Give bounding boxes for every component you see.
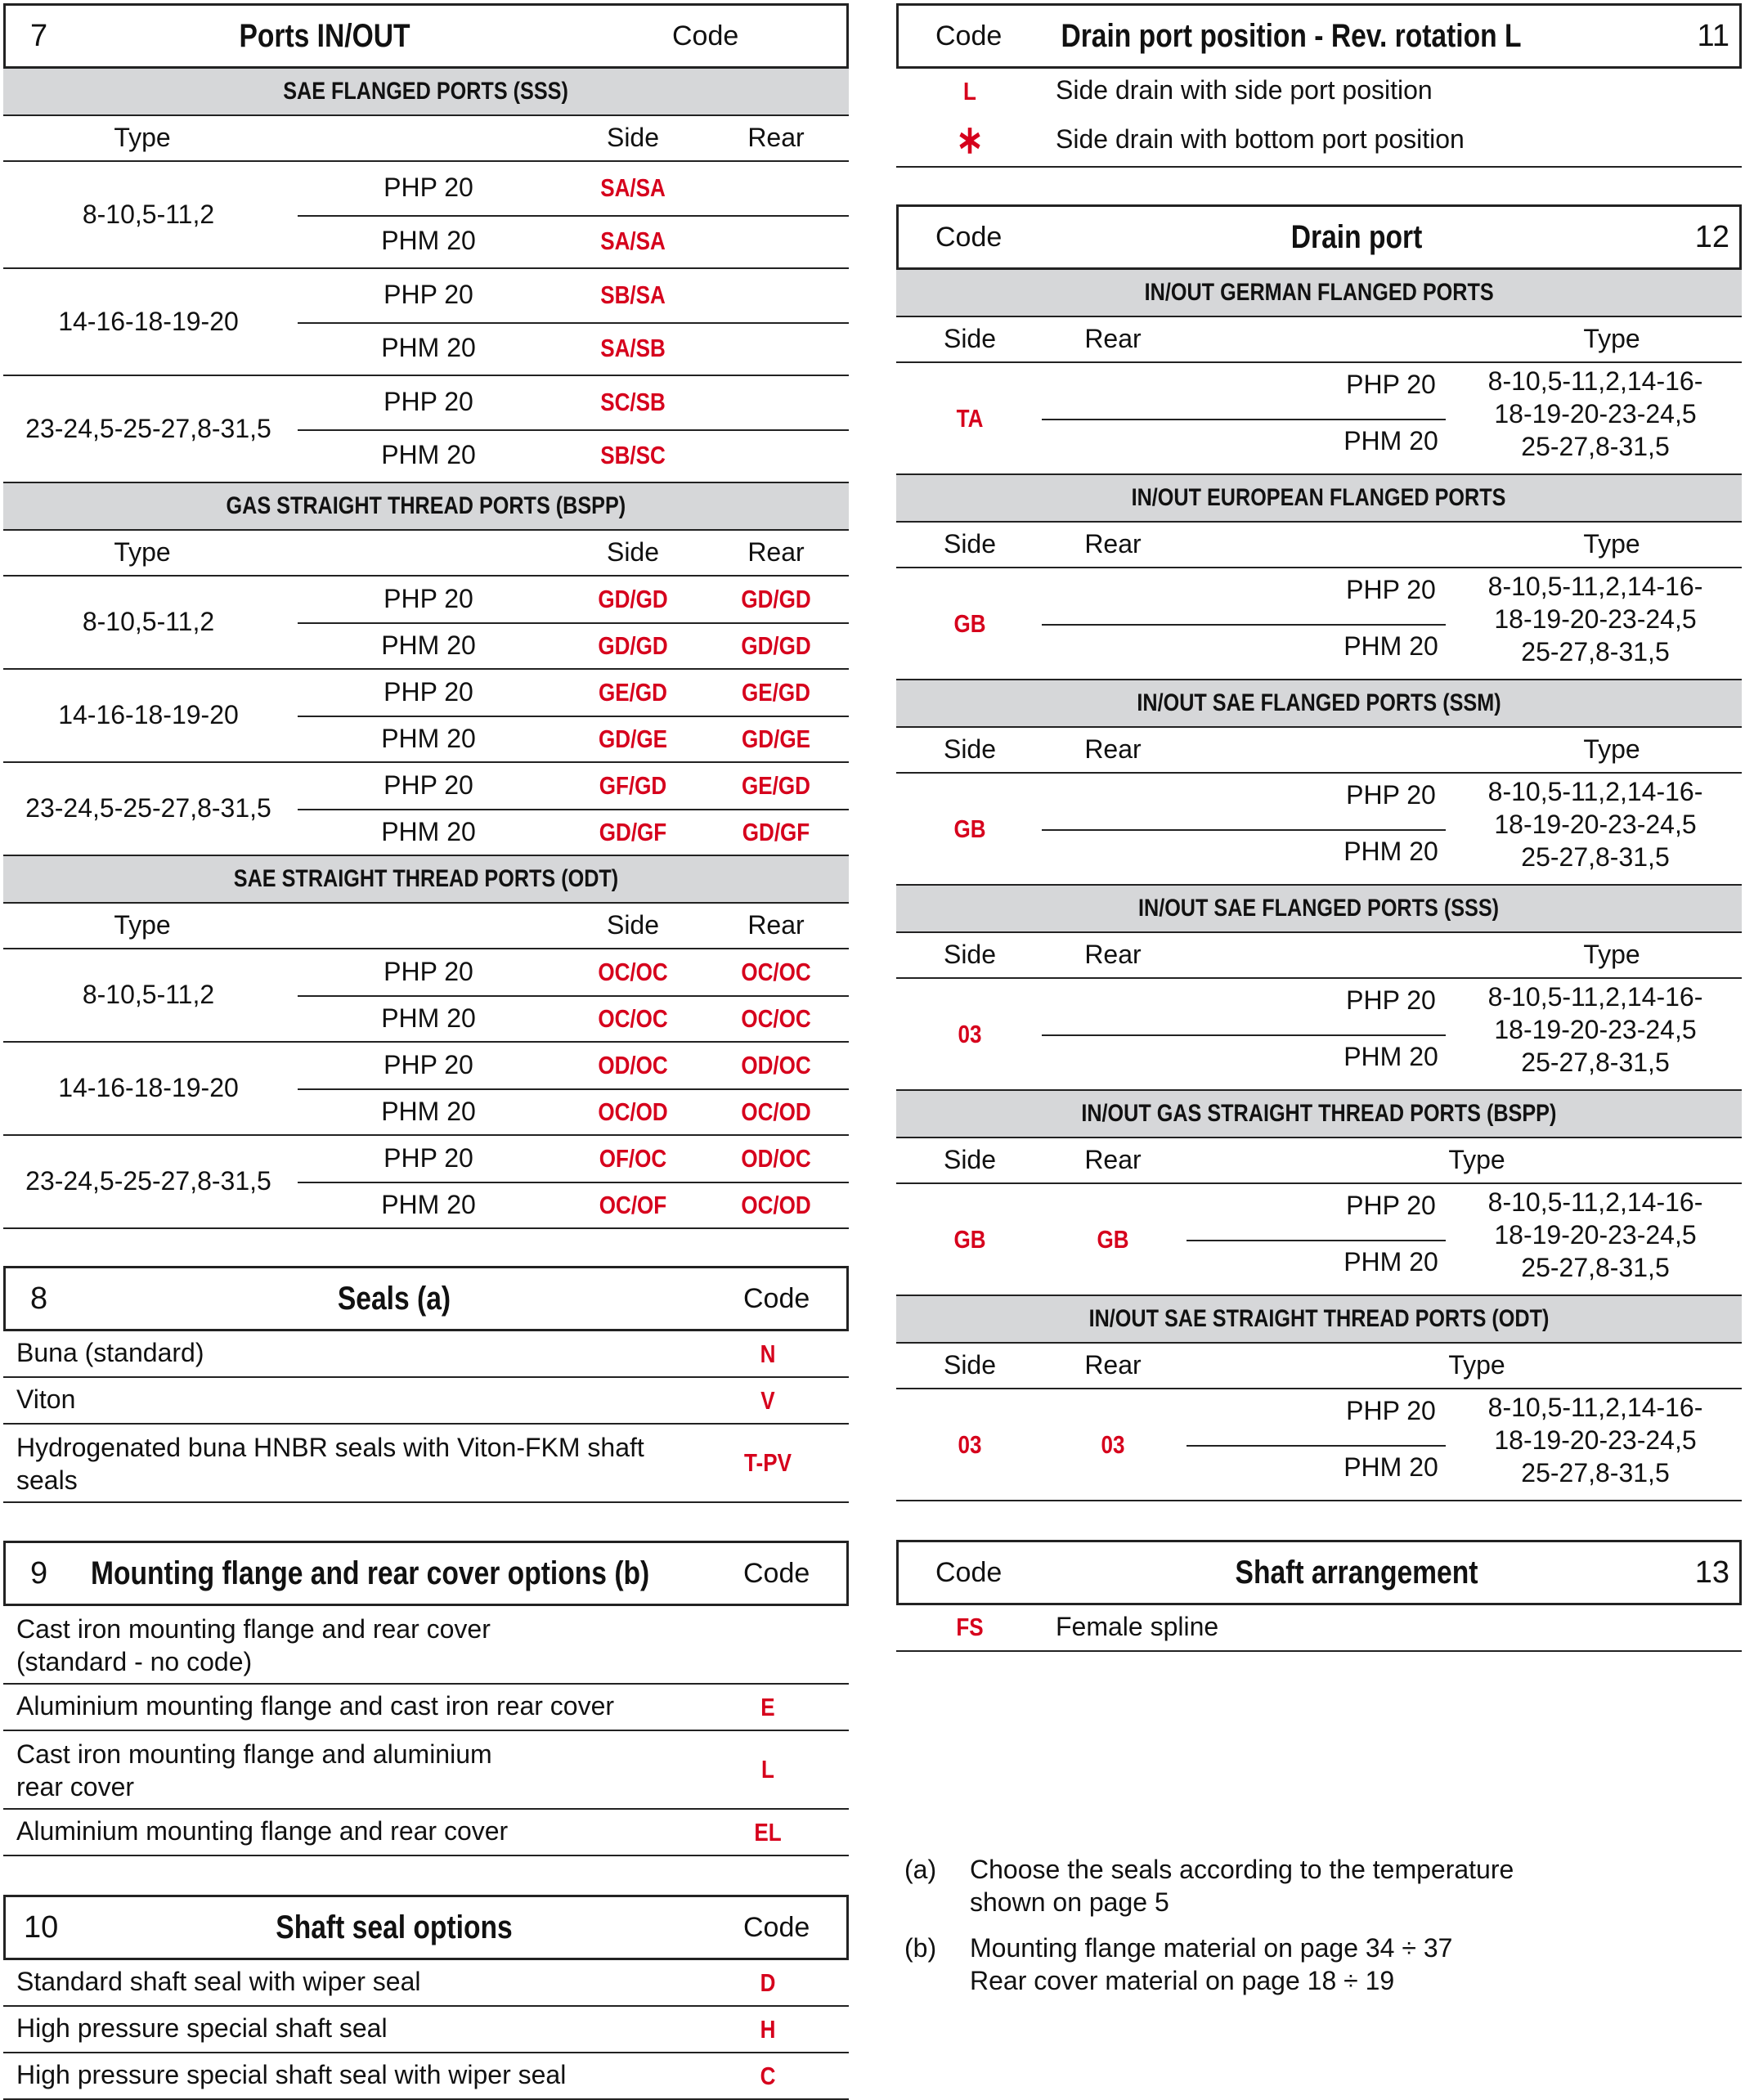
option-label: High pressure special shaft seal	[16, 2012, 388, 2043]
option-row	[3, 2053, 849, 2100]
left-column	[3, 0, 849, 2090]
type-cell: 25-27,8-31,5	[1521, 842, 1670, 872]
model-cell: PHM 20	[381, 1096, 476, 1126]
table-row	[896, 1184, 1742, 1296]
rear-code: OC/OD	[741, 1190, 811, 1219]
footnote-text: Mounting flange material on page 34 ÷ 37	[970, 1933, 1453, 1963]
group-heading-text: GAS STRAIGHT THREAD PORTS (BSPP)	[226, 492, 626, 519]
option-row	[3, 2007, 849, 2053]
group-heading-text: IN/OUT SAE STRAIGHT THREAD PORTS (ODT)	[1088, 1305, 1550, 1332]
model-cell: PHP 20	[1346, 1396, 1436, 1425]
table-row	[3, 269, 849, 376]
section-title: Shaft seal options	[276, 1909, 513, 1945]
type-cell: 25-27,8-31,5	[1521, 637, 1670, 666]
divider	[1042, 829, 1446, 831]
column-header-row	[3, 529, 849, 577]
col-type: Type	[1448, 1350, 1505, 1380]
option-label-line2: seals	[16, 1465, 78, 1495]
divider	[298, 322, 849, 324]
type-cell: 18-19-20-23-24,5	[1494, 1015, 1697, 1044]
type-cell: 18-19-20-23-24,5	[1494, 399, 1697, 429]
side-code: SA/SA	[600, 173, 666, 202]
group-heading-text: SAE STRAIGHT THREAD PORTS (ODT)	[233, 865, 619, 892]
model-cell: PHP 20	[1346, 1191, 1436, 1220]
footnote-text: Choose the seals according to the temperature	[970, 1855, 1514, 1884]
table-row	[3, 763, 849, 856]
option-row	[896, 115, 1742, 168]
col-rear: Rear	[747, 910, 805, 940]
model-cell: PHP 20	[384, 1142, 473, 1173]
col-type: Type	[114, 123, 171, 152]
type-cell: 8-10,5-11,2,14-16-	[1487, 777, 1703, 806]
side-code: SA/SB	[600, 334, 666, 363]
divider	[298, 716, 849, 717]
col-rear: Rear	[1084, 1145, 1142, 1174]
option-label: Standard shaft seal with wiper seal	[16, 1966, 421, 1996]
option-code: D	[760, 1968, 776, 1997]
column-header-row	[896, 521, 1742, 568]
group-heading-text: IN/OUT GAS STRAIGHT THREAD PORTS (BSPP)	[1081, 1100, 1557, 1127]
section-number: 11	[1697, 19, 1729, 53]
type-cell: 8-10,5-11,2,14-16-	[1487, 366, 1703, 396]
group-heading	[896, 270, 1742, 317]
type-cell: 8-10,5-11,2,14-16-	[1487, 572, 1703, 601]
column-header-row	[896, 726, 1742, 774]
option-code: N	[760, 1339, 776, 1368]
section-title: Ports IN/OUT	[239, 18, 410, 54]
col-side: Side	[943, 1350, 997, 1380]
rear-code: OC/OC	[741, 957, 811, 986]
footnote-key: (b)	[904, 1933, 937, 1963]
col-rear: Rear	[1084, 940, 1142, 969]
flange-header	[3, 1541, 849, 1606]
option-label: Aluminium mounting flange and cast iron rear cover	[16, 1690, 615, 1721]
rear-code: OD/OC	[741, 1143, 811, 1173]
type-cell: 25-27,8-31,5	[1521, 1048, 1670, 1077]
code-label: Code	[743, 1283, 810, 1314]
column-header-row	[896, 1137, 1742, 1184]
code-label: Code	[935, 20, 1003, 52]
option-code: L	[963, 76, 976, 105]
col-rear: Rear	[1084, 529, 1142, 559]
col-side: Side	[606, 910, 660, 940]
side-code: GE/GD	[599, 677, 667, 707]
table-row	[3, 670, 849, 763]
option-code: L	[761, 1755, 774, 1784]
group-heading	[896, 680, 1742, 728]
footnote-text-line2: Rear cover material on page 18 ÷ 19	[970, 1966, 1395, 1995]
option-code: H	[760, 2014, 776, 2044]
option-code: ∗	[956, 119, 984, 162]
side-code: OC/OD	[598, 1097, 668, 1126]
col-rear: Rear	[747, 537, 805, 567]
col-rear: Rear	[1084, 734, 1142, 764]
model-cell: PHM 20	[381, 630, 476, 660]
side-code: GD/GD	[598, 584, 668, 613]
divider	[298, 215, 849, 217]
side-code: SA/SA	[600, 227, 666, 256]
type-cell: 18-19-20-23-24,5	[1494, 1220, 1697, 1250]
divider	[298, 622, 849, 624]
col-side: Side	[943, 529, 997, 559]
type-cell: 14-16-18-19-20	[58, 1073, 239, 1102]
side-code: TA	[956, 403, 984, 433]
option-code: EL	[754, 1817, 782, 1846]
model-cell: PHM 20	[381, 226, 476, 256]
model-cell: PHM 20	[1344, 1452, 1438, 1482]
option-label: Cast iron mounting flange and aluminium	[16, 1739, 492, 1769]
option-label: Side drain with side port position	[1056, 74, 1433, 105]
divider	[1042, 624, 1446, 626]
side-code: OF/OC	[599, 1143, 667, 1173]
option-label: Side drain with bottom port position	[1056, 124, 1465, 154]
option-row	[3, 1425, 849, 1503]
type-cell: 8-10,5-11,2	[82, 980, 215, 1009]
model-cell: PHM 20	[1344, 1041, 1438, 1071]
model-cell: PHP 20	[384, 279, 473, 309]
column-header-row	[896, 1342, 1742, 1389]
type-cell: 18-19-20-23-24,5	[1494, 1425, 1697, 1455]
option-row	[3, 1960, 849, 2007]
table-row	[896, 363, 1742, 475]
type-cell: 18-19-20-23-24,5	[1494, 604, 1697, 634]
code-label: Code	[935, 222, 1003, 253]
rear-code: GD/GF	[742, 817, 810, 846]
divider	[298, 995, 849, 997]
divider	[1187, 1240, 1446, 1241]
divider	[298, 1088, 849, 1090]
group-heading-text: IN/OUT SAE FLANGED PORTS (SSM)	[1137, 689, 1501, 716]
group-heading	[896, 475, 1742, 523]
col-side: Side	[943, 1145, 997, 1174]
type-cell: 25-27,8-31,5	[1521, 1253, 1670, 1282]
table-row	[3, 376, 849, 483]
option-label-line2: rear cover	[16, 1772, 135, 1802]
model-cell: PHP 20	[384, 386, 473, 416]
side-code: GB	[953, 814, 986, 843]
option-row	[3, 1685, 849, 1731]
col-side: Side	[943, 734, 997, 764]
col-rear: Rear	[1084, 324, 1142, 353]
shaft-seal-header	[3, 1895, 849, 1960]
divider	[1187, 1445, 1446, 1447]
group-heading-text: IN/OUT GERMAN FLANGED PORTS	[1144, 279, 1494, 306]
section-title: Mounting flange and rear cover options (b)	[91, 1555, 650, 1591]
option-label: Hydrogenated buna HNBR seals with Viton-FKM shaft	[16, 1433, 644, 1462]
rear-code: OC/OD	[741, 1097, 811, 1126]
model-cell: PHP 20	[1346, 575, 1436, 604]
table-row	[896, 774, 1742, 886]
col-rear: Rear	[747, 123, 805, 152]
group-heading	[896, 1296, 1742, 1344]
type-cell: 23-24,5-25-27,8-31,5	[25, 793, 271, 823]
type-cell: 8-10,5-11,2,14-16-	[1487, 982, 1703, 1012]
side-code: GD/GF	[599, 817, 667, 846]
table-row	[3, 577, 849, 670]
table-row	[3, 162, 849, 269]
model-cell: PHM 20	[381, 1003, 476, 1033]
column-header-row	[896, 931, 1742, 979]
col-type: Type	[1583, 940, 1640, 969]
type-cell: 25-27,8-31,5	[1521, 432, 1670, 461]
rear-code: GD/GE	[742, 724, 810, 753]
option-code: E	[760, 1692, 775, 1721]
code-label: Code	[672, 20, 739, 52]
col-side: Side	[943, 940, 997, 969]
side-code: SC/SB	[600, 387, 666, 416]
seals-header	[3, 1266, 849, 1331]
footnote-key: (a)	[904, 1855, 937, 1884]
model-cell: PHM 20	[1344, 1246, 1438, 1277]
group-heading	[896, 1091, 1742, 1138]
type-cell: 25-27,8-31,5	[1521, 1458, 1670, 1488]
model-cell: PHP 20	[384, 172, 473, 202]
drain-position-header	[896, 3, 1742, 69]
table-row	[896, 1389, 1742, 1501]
group-heading-text: IN/OUT SAE FLANGED PORTS (SSS)	[1138, 895, 1500, 922]
side-code: SB/SA	[600, 280, 666, 309]
divider	[298, 809, 849, 810]
column-header-row	[3, 902, 849, 949]
option-row	[3, 1378, 849, 1425]
table-row	[3, 949, 849, 1043]
table-row	[896, 979, 1742, 1091]
rear-code: GE/GD	[742, 677, 810, 707]
table-row	[896, 568, 1742, 680]
type-cell: 14-16-18-19-20	[58, 700, 239, 729]
col-type: Type	[114, 537, 171, 567]
code-label: Code	[743, 1558, 810, 1589]
divider	[1042, 1034, 1446, 1036]
section-title: Drain port position - Rev. rotation L	[1061, 18, 1522, 54]
model-cell: PHM 20	[1344, 630, 1438, 661]
side-code: OD/OC	[598, 1050, 668, 1079]
divider	[298, 1182, 849, 1183]
model-cell: PHM 20	[381, 333, 476, 363]
rear-code: GD/GD	[741, 584, 811, 613]
group-heading	[3, 856, 849, 904]
model-cell: PHP 20	[384, 676, 473, 707]
col-side: Side	[606, 537, 660, 567]
ports-header	[3, 3, 849, 69]
option-row	[3, 1731, 849, 1810]
divider	[298, 429, 849, 431]
group-heading-text: SAE FLANGED PORTS (SSS)	[283, 78, 569, 105]
col-type: Type	[114, 910, 171, 940]
side-code: OC/OC	[598, 957, 668, 986]
side-code: OC/OC	[598, 1003, 668, 1033]
model-cell: PHM 20	[381, 816, 476, 846]
model-cell: PHP 20	[1346, 370, 1436, 399]
section-number: 7	[30, 19, 48, 53]
side-code: OC/OF	[599, 1190, 667, 1219]
section-number: 12	[1694, 220, 1729, 254]
code-label: Code	[743, 1912, 810, 1943]
rear-code: GB	[1097, 1224, 1129, 1254]
option-row	[896, 69, 1742, 115]
option-row	[3, 1606, 849, 1685]
section-title: Drain port	[1290, 219, 1423, 255]
option-label: Aluminium mounting flange and rear cover	[16, 1815, 509, 1846]
type-cell: 8-10,5-11,2,14-16-	[1487, 1187, 1703, 1217]
column-header-row	[896, 316, 1742, 363]
model-cell: PHP 20	[384, 583, 473, 613]
group-heading	[3, 483, 849, 531]
col-rear: Rear	[1084, 1350, 1142, 1380]
model-cell: PHM 20	[381, 1189, 476, 1219]
group-heading	[3, 69, 849, 116]
side-code: GB	[953, 1224, 986, 1254]
model-cell: PHP 20	[384, 770, 473, 800]
option-label-line2: (standard - no code)	[16, 1647, 253, 1676]
model-cell: PHM 20	[381, 723, 476, 753]
option-code: FS	[956, 1613, 984, 1641]
rear-code: GE/GD	[742, 770, 810, 800]
option-label: Viton	[16, 1384, 76, 1414]
rear-code: GD/GD	[741, 630, 811, 660]
model-cell: PHP 20	[1346, 780, 1436, 810]
section-number: 8	[30, 1281, 48, 1316]
section-number: 9	[30, 1556, 48, 1591]
option-code: C	[760, 2061, 776, 2090]
model-cell: PHP 20	[384, 956, 473, 986]
side-code: 03	[958, 1429, 982, 1459]
option-row	[3, 1331, 849, 1378]
side-code: GD/GE	[599, 724, 667, 753]
side-code: SB/SC	[600, 441, 666, 470]
rear-code: OC/OC	[741, 1003, 811, 1033]
side-code: 03	[958, 1019, 982, 1048]
rear-code: OD/OC	[741, 1050, 811, 1079]
side-code: GB	[953, 608, 986, 638]
section-title: Seals (a)	[337, 1281, 451, 1317]
type-cell: 23-24,5-25-27,8-31,5	[25, 413, 271, 443]
model-cell: PHP 20	[1346, 985, 1436, 1015]
col-side: Side	[943, 324, 997, 353]
type-cell: 8-10,5-11,2,14-16-	[1487, 1393, 1703, 1422]
option-row	[896, 1605, 1742, 1652]
option-label: Cast iron mounting flange and rear cover	[16, 1614, 491, 1644]
column-header-row	[3, 114, 849, 162]
type-cell: 18-19-20-23-24,5	[1494, 810, 1697, 839]
col-type: Type	[1448, 1145, 1505, 1174]
group-heading-text: IN/OUT EUROPEAN FLANGED PORTS	[1132, 484, 1506, 511]
option-label: Female spline	[1056, 1612, 1219, 1641]
model-cell: PHM 20	[1344, 425, 1438, 455]
model-cell: PHP 20	[384, 1049, 473, 1079]
drain-port-header	[896, 204, 1742, 270]
option-row	[3, 1810, 849, 1856]
shaft-arrangement-header	[896, 1540, 1742, 1605]
col-side: Side	[606, 123, 660, 152]
option-code: T-PV	[744, 1448, 792, 1477]
model-cell: PHM 20	[1344, 836, 1438, 866]
option-label: Buna (standard)	[16, 1337, 204, 1367]
type-cell: 8-10,5-11,2	[82, 607, 215, 636]
divider	[1042, 419, 1446, 420]
side-code: GF/GD	[599, 770, 667, 800]
type-cell: 14-16-18-19-20	[58, 306, 239, 336]
section-number: 10	[24, 1910, 59, 1945]
option-code: V	[760, 1385, 775, 1415]
model-cell: PHM 20	[381, 440, 476, 470]
col-type: Type	[1583, 734, 1640, 764]
footnote-text-line2: shown on page 5	[970, 1887, 1169, 1917]
group-heading	[896, 886, 1742, 933]
code-label: Code	[935, 1557, 1003, 1588]
side-code: GD/GD	[598, 630, 668, 660]
type-cell: 8-10,5-11,2	[82, 199, 215, 229]
type-cell: 23-24,5-25-27,8-31,5	[25, 1166, 271, 1196]
col-type: Type	[1583, 324, 1640, 353]
section-title: Shaft arrangement	[1235, 1555, 1478, 1591]
col-type: Type	[1583, 529, 1640, 559]
section-number: 13	[1694, 1555, 1729, 1590]
rear-code: 03	[1101, 1429, 1125, 1459]
option-label: High pressure special shaft seal with wiper seal	[16, 2059, 567, 2089]
table-row	[3, 1136, 849, 1229]
table-row	[3, 1043, 849, 1136]
